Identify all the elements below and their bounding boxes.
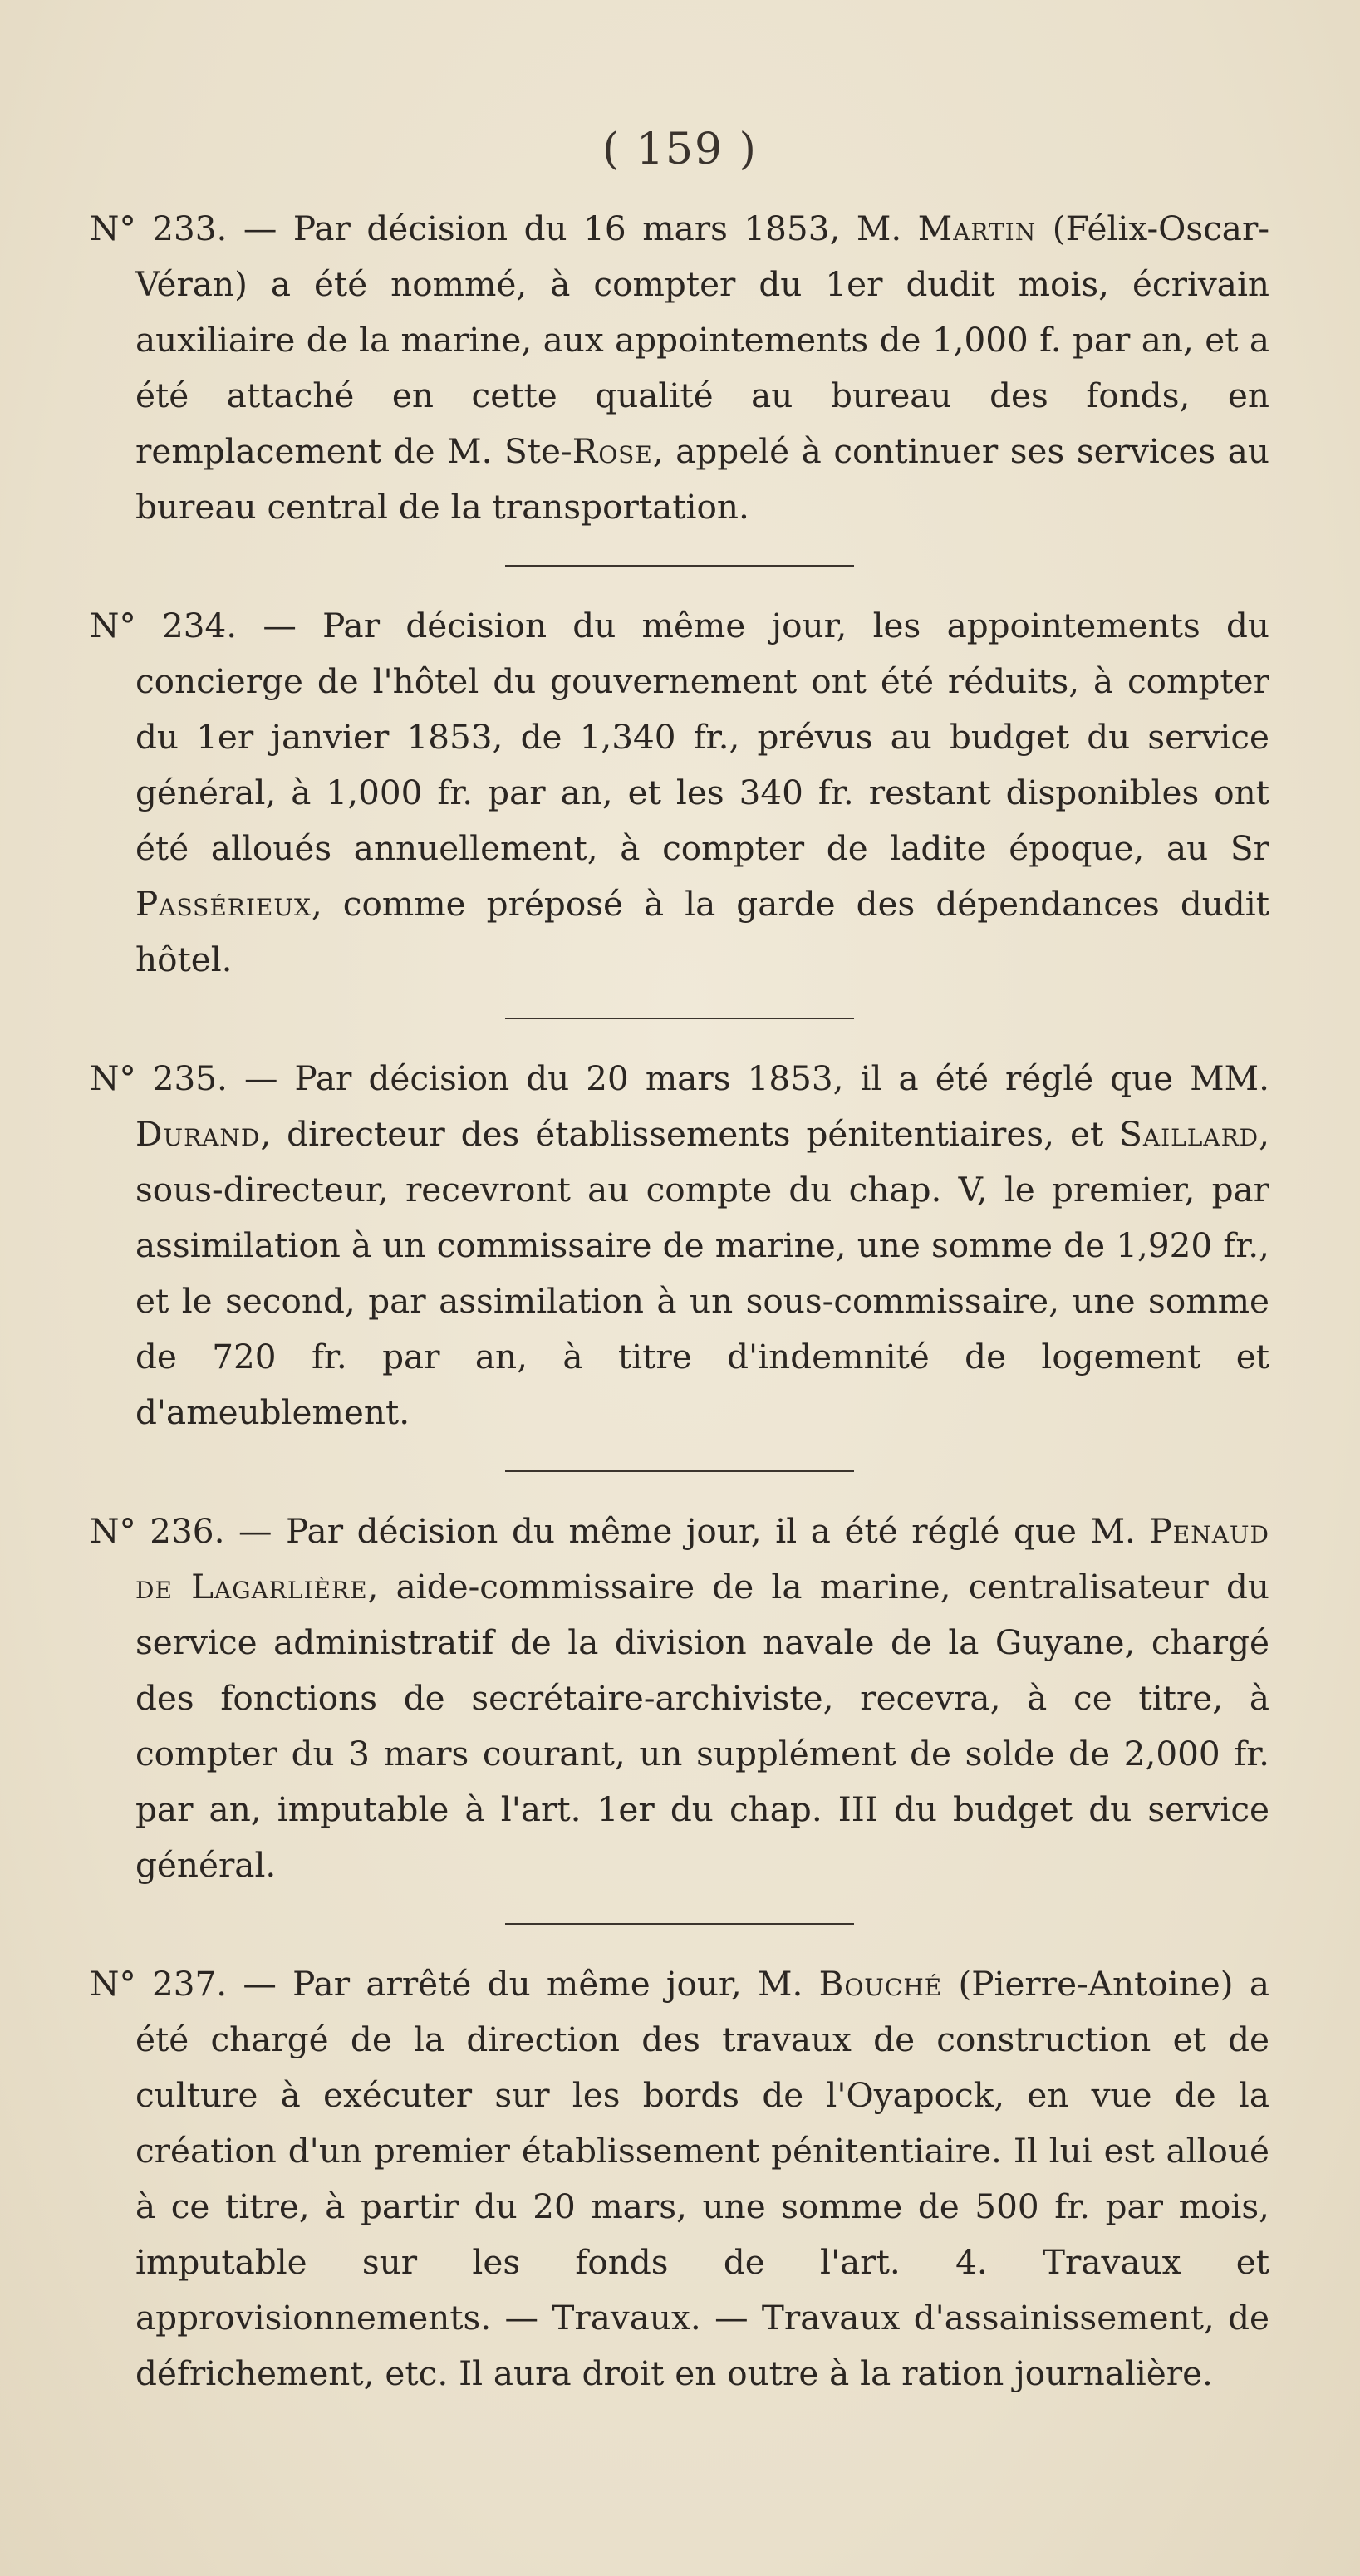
person-name: Bouché [818, 1964, 943, 2004]
person-name: Rose [572, 431, 653, 471]
page-number: ( 159 ) [602, 125, 758, 174]
seg: — Par décision du même jour, les appointements du concierge de l'hôtel du gouvernement ont été réduits, à compter du 1er janvier 1853, de 1,340 fr., prévus au budget du service général, à 1,000 fr. par an, et les 340 fr. restant disponibles ont été alloués annuellement, à compter de ladite époque, au Sr [135, 606, 1269, 868]
entry-text [90, 1504, 1269, 1893]
entry-233 [90, 201, 1269, 535]
separator-rule [505, 1018, 854, 1019]
entry-235 [90, 1051, 1269, 1440]
seg: , sous-directeur, recevront au compte du chap. V, le premier, par assimilation à un commissaire de marine, une somme de 1,920 fr., et le second, par assimilation à un sous-commissaire, une somme de 720 fr. par an, à titre d'indemnité de logement et d'ameublement. [135, 1114, 1269, 1432]
person-name: Passérieux [135, 884, 312, 924]
person-name: Martin [917, 209, 1037, 248]
entry-number: N° 234. [90, 606, 238, 645]
entry-236 [90, 1504, 1269, 1893]
entry-number: N° 233. [90, 209, 228, 248]
separator-rule [505, 1923, 854, 1925]
seg: — Par décision du 20 mars 1853, il a été réglé que MM. [227, 1058, 1269, 1098]
entry-234 [90, 598, 1269, 988]
person-name: Durand [135, 1114, 261, 1154]
seg: , directeur des établissements pénitentiaires, et [260, 1114, 1120, 1154]
seg: — Par arrêté du même jour, M. [227, 1964, 819, 2004]
seg: (Pierre-Antoine) a été chargé de la direction des travaux de construction et de culture à exécuter sur les bords de l'Oyapock, en vue de la création d'un premier établissement pénitentiaire. Il lui est alloué à ce titre, à partir du 20 mars, une somme de 500 fr. par mois, imputable sur les fonds de l'art. 4. Travaux et approvisionnements. — Travaux. — Travaux d'assainissement, de défrichement, etc. Il aura droit en outre à la ration journalière. [135, 1964, 1269, 2393]
separator-rule [505, 565, 854, 567]
entry-number: N° 237. [90, 1964, 228, 2004]
entry-number: N° 235. [90, 1058, 228, 1098]
seg: (Félix-Oscar-Véran) a été nommé, à compter du 1er dudit mois, écrivain auxiliaire de la marine, aux appointements de 1,000 f. par an, et a été attaché en cette qualité au bureau des fonds, en remplacement de M. Ste- [135, 209, 1269, 471]
seg: — Par décision du 16 mars 1853, M. [227, 209, 918, 248]
person-name: Penaud de Lagarlière [135, 1511, 1269, 1607]
separator-rule [505, 1470, 854, 1472]
entry-text [90, 598, 1269, 988]
entry-text [90, 201, 1269, 535]
entry-text [90, 1956, 1269, 2402]
entries-list [90, 201, 1269, 2402]
seg: , appelé à continuer ses services au bureau central de la transportation. [135, 431, 1269, 527]
entry-number: N° 236. [90, 1511, 225, 1551]
entry-text [90, 1051, 1269, 1440]
person-name: Saillard [1119, 1114, 1259, 1154]
seg: , aide-commissaire de la marine, centralisateur du service administratif de la division navale de la Guyane, chargé des fonctions de secrétaire-archiviste, recevra, à ce titre, à compter du 3 mars courant, un supplément de solde de 2,000 fr. par an, imputable à l'art. 1er du chap. III du budget du service général. [135, 1567, 1269, 1885]
seg: , comme préposé à la garde des dépendances dudit hôtel. [135, 884, 1269, 979]
seg: — Par décision du même jour, il a été réglé que M. [224, 1511, 1150, 1551]
entry-237 [90, 1956, 1269, 2402]
